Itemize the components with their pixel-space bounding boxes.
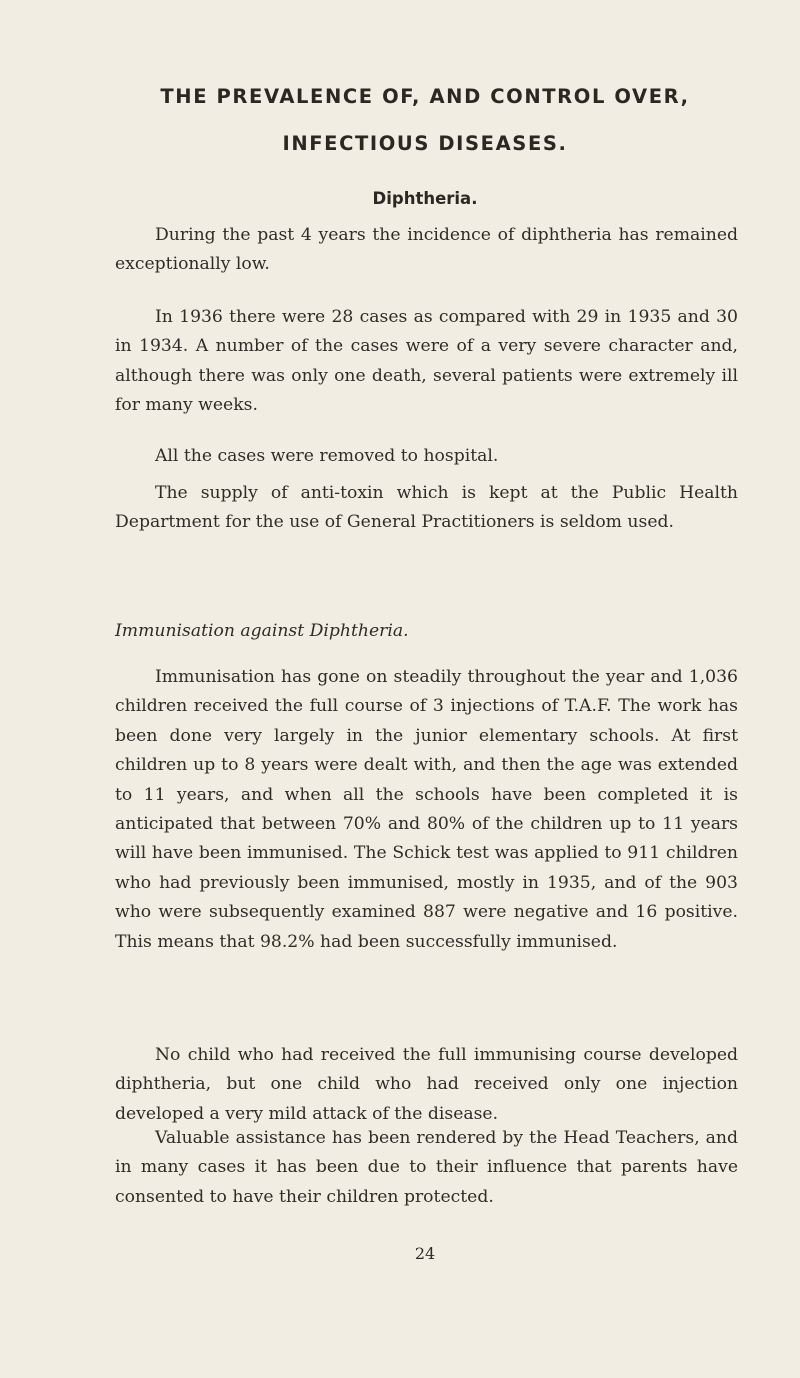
page-title-line-2: INFECTIOUS DISEASES. — [282, 132, 568, 155]
paragraph-cases: In 1936 there were 28 cases as compared with 29 in 1935 and 30 in 1934. A number of the cases were of a very severe character and, although there was only one death, several patients were extremely ill for many weeks. — [115, 307, 738, 416]
paragraph-anti-toxin: The supply of anti-toxin which is kept at the Public Health Department for the use of General Practitioners is seldom used. — [115, 483, 738, 533]
page-title-line-1: THE PREVALENCE OF, AND CONTROL OVER, — [160, 85, 690, 108]
paragraph-immunisation: Immunisation has gone on steadily throughout the year and 1,036 children received the full course of 3 injections of T.A.F. The work has been done very largely in the junior elementary schools. At first children up to 8 years were dealt with, and then the age was extended to 11 years, and when all the schools have been completed it is anticipated that between 70% and 80% of the children up to 11 years will have been immunised. The Schick test was applied to 911 children who had previously been immunised, mostly in 1935, and of the 903 who were subsequently examined 887 were negative and 16 positive. This means that 98.2% had been successfully immunised. — [115, 667, 738, 952]
subheading-immunisation: Immunisation against Diphtheria. — [115, 621, 409, 641]
section-heading-diphtheria: Diphtheria. — [372, 189, 478, 208]
paragraph-hospital: All the cases were removed to hospital. — [155, 446, 499, 466]
paragraph-head-teachers: Valuable assistance has been rendered by the Head Teachers, and in many cases it has been due to their influence that parents have consented to have their children protected. — [115, 1128, 738, 1207]
paragraph-incidence: During the past 4 years the incidence of diphtheria has remained exceptionally low. — [115, 225, 738, 275]
page-number: 24 — [414, 1244, 436, 1263]
paragraph-no-child: No child who had received the full immunising course developed diphtheria, but one child who had received only one injection developed a very mild attack of the disease. — [115, 1045, 738, 1124]
